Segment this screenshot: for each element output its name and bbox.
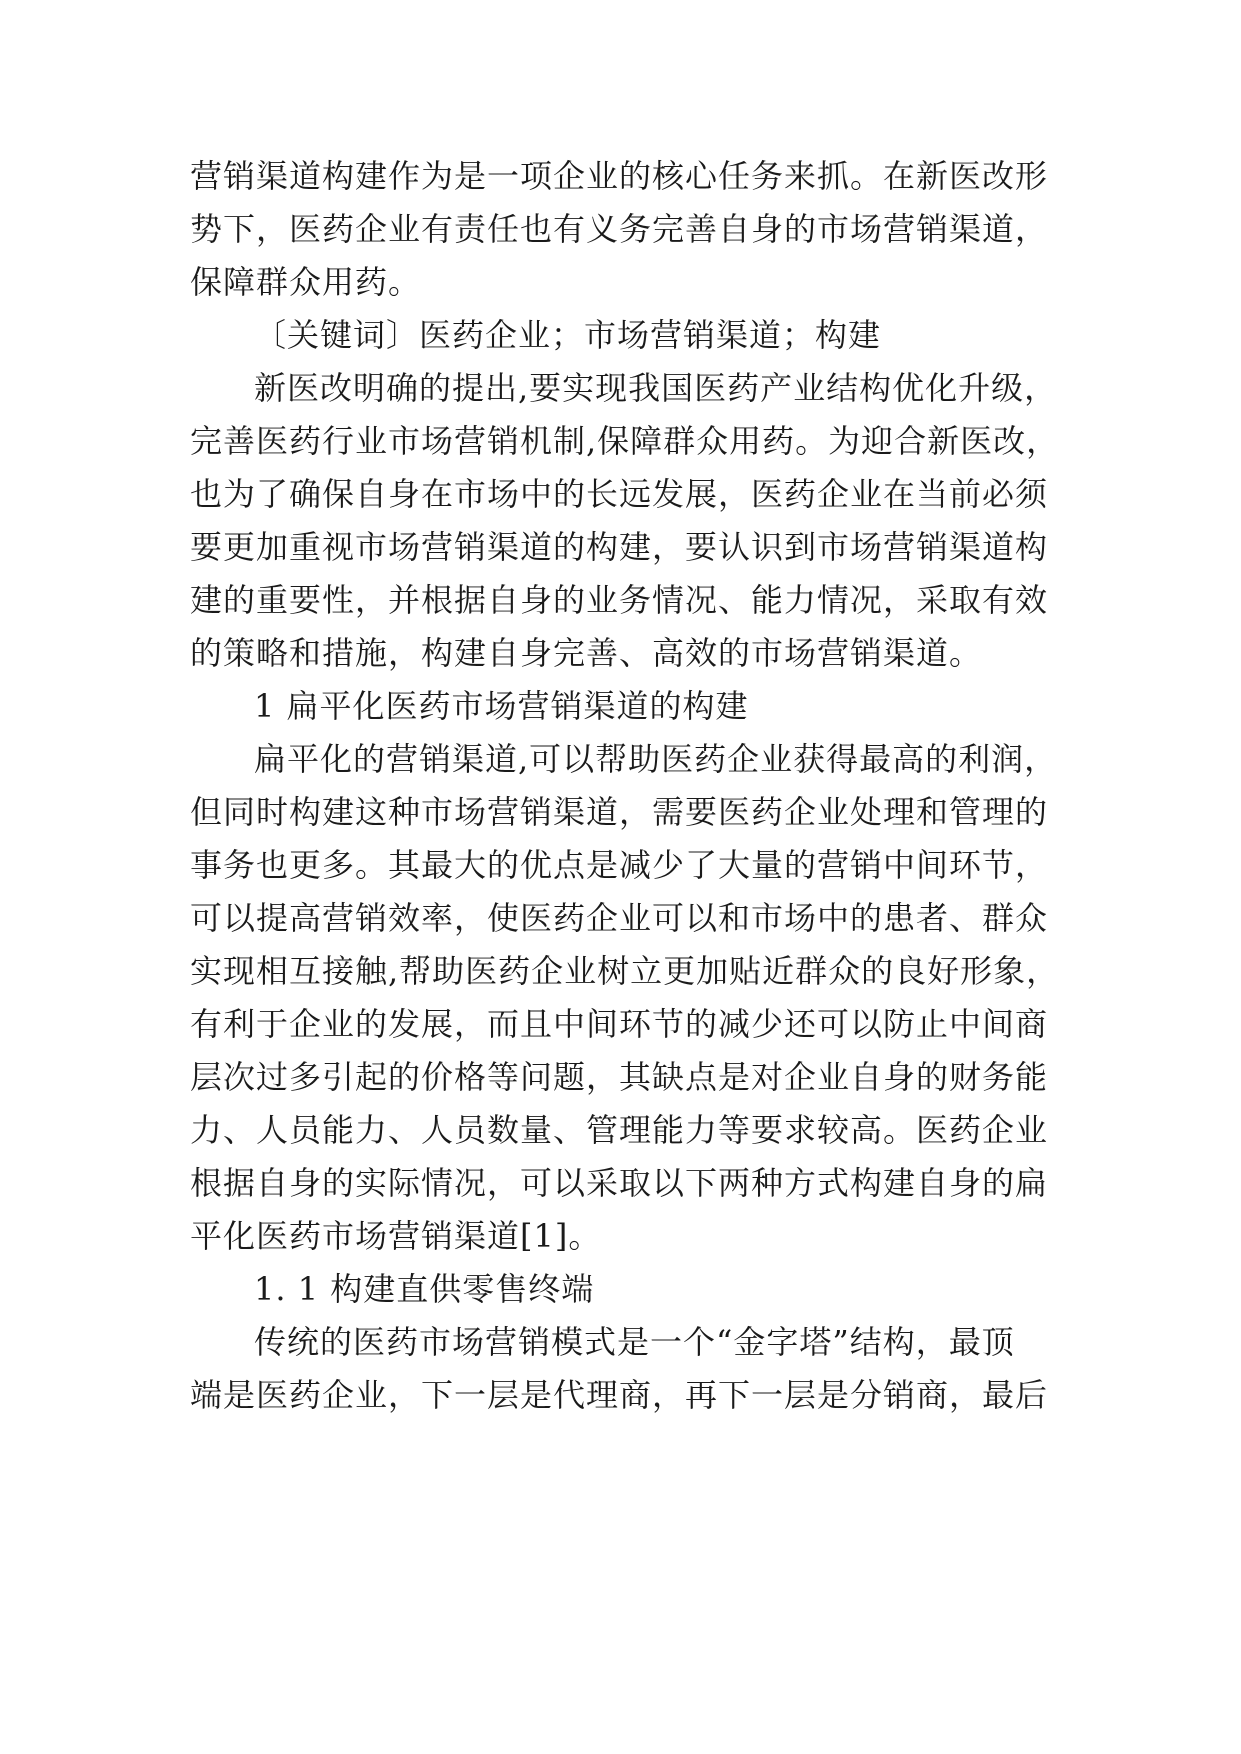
- text-line: 新医改明确的提出,要实现我国医药产业结构优化升级，: [254, 369, 1058, 407]
- text-line: 1. 1 构建直供零售终端: [254, 1270, 595, 1308]
- text-line: 扁平化的营销渠道,可以帮助医药企业获得最高的利润，: [254, 740, 1058, 778]
- body-text: [190, 150, 1090, 1422]
- text-line: 力、人员能力、人员数量、管理能力等要求较高。医药企业: [190, 1111, 1049, 1149]
- text-line: 根据自身的实际情况，可以采取以下两种方式构建自身的扁: [190, 1164, 1049, 1202]
- text-line: 要更加重视市场营销渠道的构建，要认识到市场营销渠道构: [190, 528, 1049, 566]
- text-line: 层次过多引起的价格等问题，其缺点是对企业自身的财务能: [190, 1058, 1049, 1096]
- text-line: 平化医药市场营销渠道[1]。: [190, 1217, 602, 1255]
- text-line: 〔关键词〕医药企业；市场营销渠道；构建: [254, 316, 882, 354]
- text-line: 也为了确保自身在市场中的长远发展，医药企业在当前必须: [190, 475, 1049, 513]
- text-line: 营销渠道构建作为是一项企业的核心任务来抓。在新医改形: [190, 157, 1049, 195]
- text-line: 的策略和措施，构建自身完善、高效的市场营销渠道。: [190, 634, 983, 672]
- text-line: 建的重要性，并根据自身的业务情况、能力情况，采取有效: [190, 581, 1049, 619]
- text-line: 实现相互接触,帮助医药企业树立更加贴近群众的良好形象，: [190, 952, 1060, 990]
- text-line: 完善医药行业市场营销机制,保障群众用药。为迎合新医改，: [190, 422, 1060, 460]
- text-line: 有利于企业的发展，而且中间环节的减少还可以防止中间商: [190, 1005, 1049, 1043]
- text-line: 1 扁平化医药市场营销渠道的构建: [254, 687, 749, 725]
- text-line: 事务也更多。其最大的优点是减少了大量的营销中间环节，: [190, 846, 1049, 884]
- text-line: 传统的医药市场营销模式是一个“金字塔”结构，最顶: [254, 1323, 1015, 1361]
- text-line: 可以提高营销效率，使医药企业可以和市场中的患者、群众: [190, 899, 1049, 937]
- text-line: 但同时构建这种市场营销渠道，需要医药企业处理和管理的: [190, 793, 1049, 831]
- text-line: 端是医药企业，下一层是代理商，再下一层是分销商，最后: [190, 1376, 1049, 1414]
- text-line: 势下，医药企业有责任也有义务完善自身的市场营销渠道，: [190, 210, 1049, 248]
- text-line: 保障群众用药。: [190, 263, 422, 301]
